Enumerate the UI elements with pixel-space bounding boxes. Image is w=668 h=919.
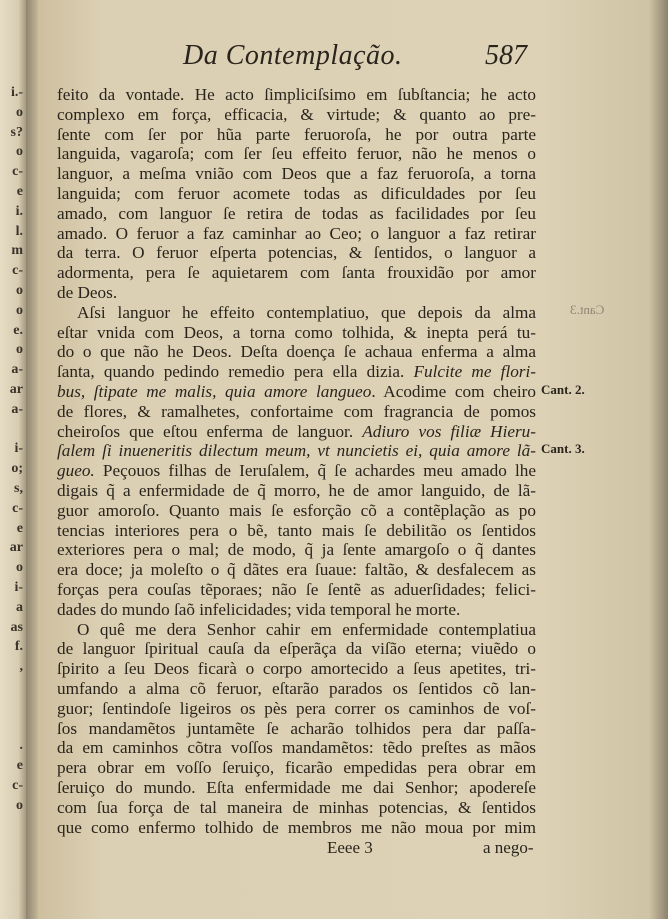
text-line [57, 342, 536, 362]
text-line [57, 560, 536, 580]
facing-page-fragment: . [19, 738, 23, 754]
running-header-title: Da Contemplação. [183, 40, 403, 71]
text-line [57, 402, 536, 422]
text-line [57, 620, 536, 640]
text-line [57, 481, 536, 501]
text-line [57, 758, 536, 778]
facing-page-fragment: i- [14, 441, 23, 457]
text-line [57, 323, 536, 343]
text-segment: languida, vagaroſa; com ſer ſeu effeito feruor, não he menos o [57, 144, 536, 164]
text-segment: amado, com languor ſe retira de todas as facilidades por ſeu [57, 203, 536, 223]
facing-page-fragment: o [16, 342, 23, 358]
margin-note-citation: Cant. 2. [541, 382, 585, 397]
facing-page-fragment: e. [13, 322, 23, 338]
text-line [57, 224, 536, 244]
facing-page-fragment: m [11, 243, 23, 259]
book-gutter [26, 0, 38, 919]
text-line [57, 263, 536, 283]
text-segment: . Acodime com cheiro [371, 382, 536, 401]
facing-page-fragment: o [16, 283, 23, 298]
text-segment: complexo em força, efficacia, & virtude; & quanto ao pre- [57, 104, 536, 124]
margin-note-citation: Cant. 3. [541, 441, 585, 457]
text-segment: O quê me dera Senhor cahir em enfermidade contemplatiua [77, 619, 536, 639]
facing-page-fragment: c- [12, 778, 23, 793]
facing-page-fragment: f. [14, 639, 23, 655]
text-segment: ſeruiço do mundo. Eſta enfermidade me dai Senhor; apodereſe [57, 778, 536, 797]
text-line [57, 382, 536, 402]
facing-page-edge [0, 0, 26, 919]
text-line [57, 125, 536, 145]
text-segment: digais q̃ a enfermidade de q̃ morro, he de amor languido, de lã- [57, 481, 536, 500]
facing-page-fragment: e [16, 520, 23, 536]
text-line [57, 778, 536, 798]
text-line [57, 659, 536, 679]
text-line [57, 85, 536, 105]
text-segment: Peçouos filhas de Ieruſalem, q̃ ſe achardes meu amado lhe [94, 461, 536, 481]
text-segment: eſtar vnida com Deos, a torna como tolhida, & inepta perá tu- [57, 322, 536, 342]
page-number: 587 [485, 40, 527, 71]
text-line [57, 362, 536, 382]
facing-page-fragment: a [16, 599, 23, 615]
text-line [57, 719, 536, 739]
text-segment: adormenta, pera ſe aquietarem com ſanta frouxidão por amor [57, 263, 536, 283]
text-segment: era doce; ja moleſto o q̃ dãtes era ſuaue: faltão, & desfalecem as [57, 560, 536, 580]
text-segment: de flores, & ramalhetes, confortaime com fragrancia de pomos [57, 401, 536, 421]
text-segment: com ſua força de tal maneira de minhas potencias, & ſentidos [57, 797, 536, 817]
text-segment: que como enfermo tolhido de membros me não moua por mim [57, 817, 536, 837]
facing-page-fragment: i- [14, 580, 23, 595]
text-line [57, 164, 536, 184]
facing-page-fragment: l. [15, 223, 23, 239]
text-segment: amado. O feruor a faz caminhar ao Ceo; o languor a faz retirar [57, 223, 536, 243]
facing-page-fragment: a- [11, 362, 23, 378]
facing-page-fragment: ar [9, 540, 23, 556]
text-line [57, 699, 536, 719]
latin-quotation: Fulcite me flori- [413, 362, 536, 382]
facing-page-fragment: c- [12, 500, 23, 516]
text-segment: guor; ſentindoſe ligeiros os pès pera correr os caminhos de voſ- [57, 698, 536, 718]
latin-quotation: bus, ſtipate me malis, quia amore langueo [57, 382, 372, 401]
facing-page-fragment: ar [9, 382, 23, 397]
facing-page-fragment: s? [10, 124, 23, 140]
text-line [57, 243, 536, 263]
facing-page-fragment: o [16, 302, 23, 318]
text-segment: da em caminhos cõtra voſſos mandamẽtos: tẽdo preſtes as mãos [57, 738, 536, 758]
text-line [57, 461, 536, 481]
text-segment: do o que não he Deos. Deſta doença ſe achaua enferma a alma [57, 342, 536, 362]
facing-page-fragment: s, [14, 481, 23, 496]
signature-mark: Eeee 3 [327, 838, 373, 857]
text-segment: Aſsi languor he effeito contemplatiuo, que depois da alma [77, 302, 536, 322]
facing-page-fragment: o [16, 560, 23, 576]
text-segment: exteriores pera o mal; de modo, q̃ ja ſente amargoſo o q̃ dantes [57, 540, 536, 560]
text-line [57, 600, 536, 620]
facing-page-fragment: as [10, 619, 23, 635]
facing-page-fragment: c- [12, 263, 23, 279]
text-segment: ſpirito a ſeu Deos ficarà o corpo amortecido a ſeus apetites, tri- [57, 659, 536, 679]
text-line [57, 521, 536, 541]
text-line [57, 501, 536, 521]
text-segment: umfando a alma cõ feruor, eſtarão parados os ſentidos cõ lan- [57, 679, 536, 698]
facing-page-fragment: , [19, 659, 23, 675]
facing-page-fragment: i.- [10, 85, 23, 100]
text-line [57, 679, 536, 699]
facing-page-fragment: e [16, 184, 23, 199]
text-segment: guor amoroſo. Quanto mais ſe esforção cõ a contẽplação as po [57, 500, 536, 520]
text-segment: languida; com feruor acomete todas as dificuldades por ſeu [57, 184, 536, 203]
text-line [57, 540, 536, 560]
text-line [57, 303, 536, 323]
text-segment: forças pera couſas tẽporaes; não ſe ſentẽ as aduerſidades; felici- [57, 580, 536, 599]
text-line [57, 580, 536, 600]
facing-page-fragment: a- [11, 401, 23, 417]
text-line [57, 422, 536, 442]
text-line [57, 639, 536, 659]
text-segment: de languor ſpiritual cauſa da eſperãça da viſão eterna; viuẽdo o [57, 639, 536, 659]
facing-page-fragment: o; [11, 461, 23, 477]
text-line [57, 818, 536, 838]
text-segment: ſanta, quando pedindo remedio pera ella dizia. [57, 362, 414, 382]
text-segment: da terra. O feruor eſperta potencias, & ſentidos, o languor a [57, 243, 536, 263]
latin-quotation: gueo. [57, 461, 95, 481]
text-line [57, 184, 536, 204]
text-segment: pera obrar em voſſo ſeruiço, ficarão empedidas pera obrar em [57, 758, 536, 778]
text-line [57, 144, 536, 164]
facing-page-fragment: o [16, 104, 23, 120]
text-segment: ſos mandamẽtos juntamẽte ſe acharão tolhidos pera dar paſſa- [57, 718, 536, 738]
catchword: a nego- [483, 838, 534, 857]
text-segment: dades do mundo ſaõ infelicidades; vida temporal he morte. [57, 599, 461, 619]
facing-page-fragment: e [16, 758, 23, 774]
text-line [57, 105, 536, 125]
show-through-margin-note: Cant.3 [570, 302, 605, 317]
facing-page-fragment: c- [12, 164, 23, 180]
facing-page-fragment: o [16, 797, 23, 813]
facing-page-fragment: o [16, 144, 23, 160]
text-line [57, 283, 536, 303]
text-line [57, 204, 536, 224]
text-segment: tencias interiores pera o bẽ, tanto mais ſe debilitão os ſentidos [57, 520, 536, 540]
text-line [57, 441, 536, 461]
text-segment: de Deos. [57, 283, 118, 302]
text-segment: cheiroſos que eſtou enferma de languor. [57, 421, 363, 441]
text-segment: feito da vontade. He acto ſimpliciſsimo em ſubſtancia; he acto [57, 85, 536, 104]
facing-page-fragment: i. [15, 203, 23, 219]
text-line [57, 738, 536, 758]
latin-quotation: ſalem ſi inueneritis dilectum meum, vt nuncietis ei, quia amore lã- [57, 441, 536, 461]
text-line [57, 798, 536, 818]
text-segment: ſente com ſer por hũa parte feruoroſa, he por outra parte [57, 124, 536, 144]
latin-quotation: Adiuro vos filiæ Hieru- [362, 421, 536, 441]
text-segment: languor, a meſma vnião com Deos que a faz feruoroſa, a torna [57, 164, 536, 184]
